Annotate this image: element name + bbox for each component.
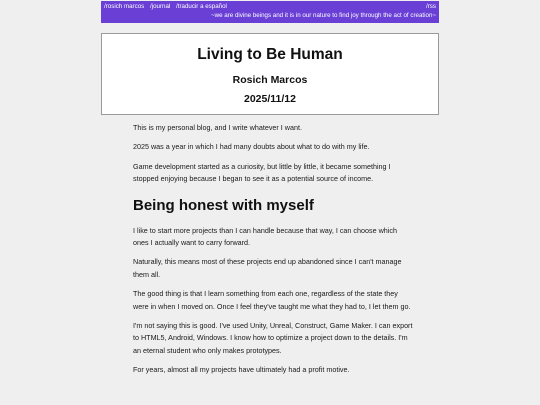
post-title: Living to Be Human xyxy=(197,46,343,63)
paragraph: For years, almost all my projects have ultimately had a profit motive. xyxy=(133,365,350,375)
paragraph: 2025 was a year in which I had many doubts about what to do with my life. xyxy=(133,142,370,152)
post-author: Rosich Marcos xyxy=(232,74,308,86)
paragraph: I like to start more projects than I can handle because that way, I can choose which ones I actually want to carry forward. xyxy=(133,225,397,248)
rss-link[interactable]: /rss xyxy=(426,3,436,10)
section-heading: Being honest with myself xyxy=(133,196,314,214)
paragraph: This is my personal blog, and I write whatever I want. xyxy=(133,123,302,132)
nav-rss xyxy=(426,2,436,11)
top-navigation-bar xyxy=(101,1,439,23)
post-header xyxy=(101,33,439,115)
post-date: 2025/11/12 xyxy=(244,93,296,105)
nav-link-rosich-marcos[interactable]: /rosich marcos xyxy=(104,3,145,10)
paragraph: Game development started as a curiosity, but little by little, it became something I stopped enjoying because I began to see it as a potential source of income. xyxy=(133,161,391,184)
paragraph: Naturally, this means most of these projects end up abandoned since I can't manage them all. xyxy=(133,257,402,279)
nav-row xyxy=(104,2,436,11)
nav-link-translate-spanish[interactable]: /traducir a español xyxy=(176,3,227,10)
article-body xyxy=(133,122,414,384)
site-tagline: ~we are divine beings and it is in our nature to find joy through the act of creation~ xyxy=(211,12,436,19)
paragraph: The good thing is that I learn something from each one, regardless of the state they were in when I moved on. Once I feel they've taught me what they had to, I let them go. xyxy=(133,289,411,311)
nav-link-journal[interactable]: /journal xyxy=(149,3,171,10)
paragraph: I'm not saying this is good. I've used Unity, Unreal, Construct, Game Maker. I can export to HTML5, Android, Windows. I know how to optimize a project down to the details. I'm an eternal student who only makes prototypes. xyxy=(133,321,413,355)
nav-links xyxy=(104,2,231,11)
